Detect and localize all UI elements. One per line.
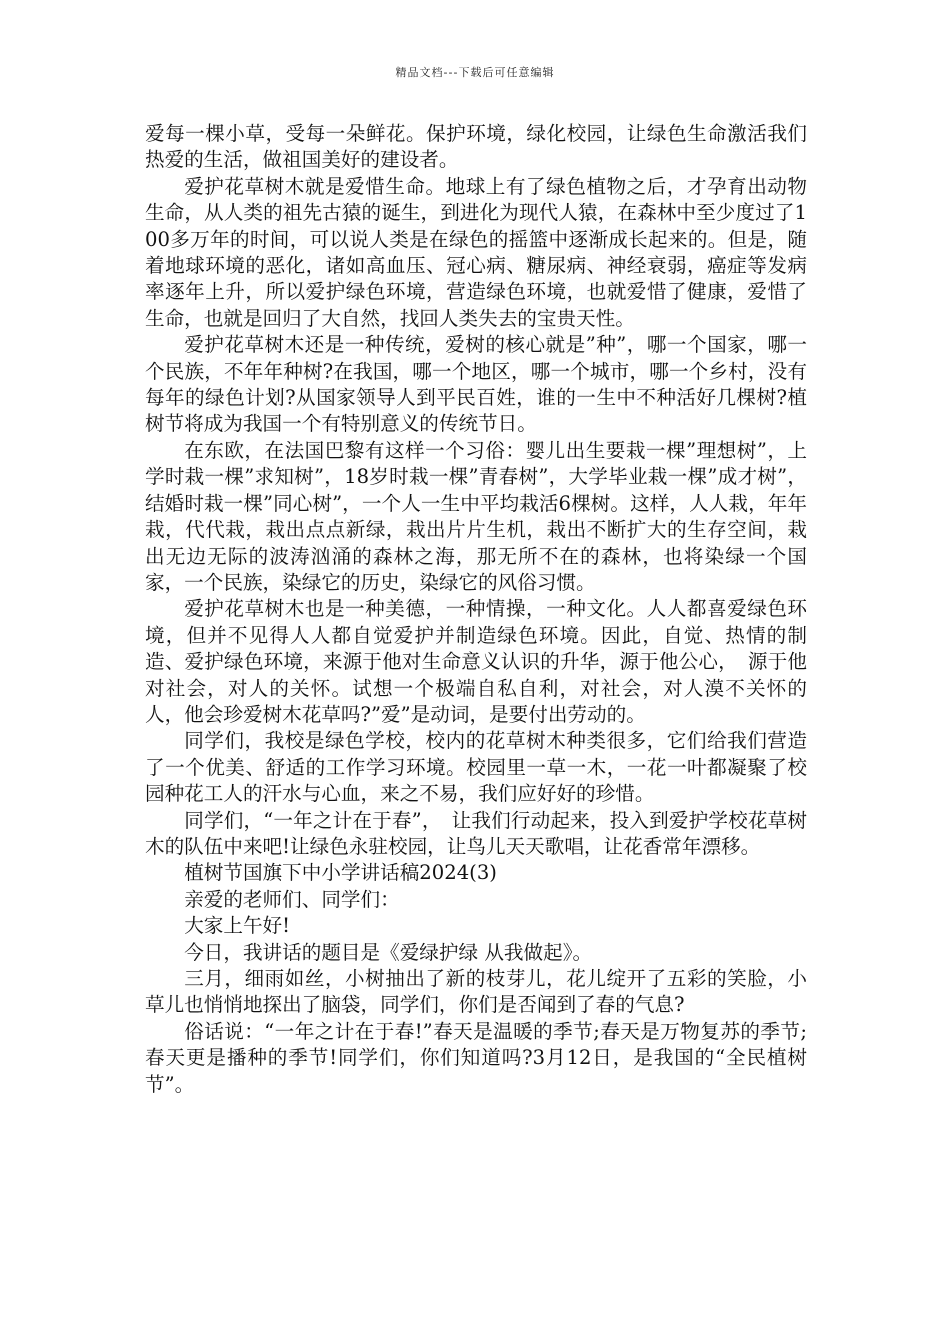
salutation: 亲爱的老师们、同学们： <box>184 887 400 911</box>
paragraph: 爱每一棵小草，受每一朵鲜花。保护环境，绿化校园，让绿色生命激活我们热爱的生活，做祖国美好的建设者。 <box>145 122 807 172</box>
paragraph: 爱护花草树木也是一种美德，一种情操，一种文化。人人都喜爱绿色环境，但并不见得人人都自觉爱护并制造绿色环境。因此，自觉、热情的制造、爱护绿色环境，来源于他对生命意义认识的升华，源于他公心， 源于他对社会，对人的关怀。试想一个极端自私自利，对社会，对人漠不关怀的人，他会珍爱树木花草吗?”爱”是动词，是要付出劳动的。 <box>145 597 807 726</box>
paragraph: 俗话说：“一年之计在于春!”春天是温暖的季节;春天是万物复苏的季节;春天更是播种的季节!同学们，你们知道吗?3月12日，是我国的“全民植树节”。 <box>145 1019 807 1096</box>
paragraph: 今日，我讲话的题目是《爱绿护绿 从我做起》。 <box>184 940 593 964</box>
paragraph: 同学们，“一年之计在于春”， 让我们行动起来，投入到爱护学校花草树木的队伍中来吧!让绿色永驻校园，让鸟儿天天歌唱，让花香常年漂移。 <box>145 808 807 858</box>
paragraph: 爱护花草树木还是一种传统，爱树的核心就是”种”，哪一个国家，哪一个民族，不年年种树?在我国，哪一个地区，哪一个城市，哪一个乡村，没有每年的绿色计划?从国家领导人到平民百姓，谁的一生中不种活好几棵树?植树节将成为我国一个有特别意义的传统节日。 <box>145 333 807 436</box>
header-note: 精品文档---下载后可任意编辑 <box>395 66 555 79</box>
greeting: 大家上午好! <box>184 914 291 938</box>
paragraph: 同学们，我校是绿色学校，校内的花草树木种类很多，它们给我们营造了一个优美、舒适的工作学习环境。校园里一草一木，一花一叶都凝聚了校园种花工人的汗水与心血，来之不易，我们应好好的珍惜。 <box>145 729 807 806</box>
section-title: 植树节国旗下中小学讲话稿2024(3) <box>184 861 497 885</box>
document-body <box>145 121 807 1098</box>
paragraph: 爱护花草树木就是爱惜生命。地球上有了绿色植物之后，才孕育出动物生命，从人类的祖先古猿的诞生，到进化为现代人猿，在森林中至少度过了100多万年的时间，可以说人类是在绿色的摇篮中逐渐成长起来的。但是，随着地球环境的恶化，诸如高血压、冠心病、糖尿病、神经衰弱，癌症等发病率逐年上升，所以爱护绿色环境，营造绿色环境，也就爱惜了健康，爱惜了生命，也就是回归了大自然，找回人类失去的宝贵天性。 <box>145 174 807 330</box>
paragraph: 三月，细雨如丝，小树抽出了新的枝芽儿，花儿绽开了五彩的笑脸，小草儿也悄悄地探出了脑袋，同学们，你们是否闻到了春的气息? <box>145 967 807 1017</box>
paragraph: 在东欧，在法国巴黎有这样一个习俗：婴儿出生要栽一棵”理想树”，上学时栽一棵”求知树”，18岁时栽一棵”青春树”，大学毕业栽一棵”成才树”，结婚时栽一棵”同心树”，一个人一生中平均栽活6棵树。这样，人人栽，年年栽，代代栽，栽出点点新绿，栽出片片生机，栽出不断扩大的生存空间，栽出无边无际的波涛汹涌的森林之海，那无所不在的森林，也将染绿一个国家，一个民族，染绿它的历史，染绿它的风俗习惯。 <box>145 438 807 594</box>
